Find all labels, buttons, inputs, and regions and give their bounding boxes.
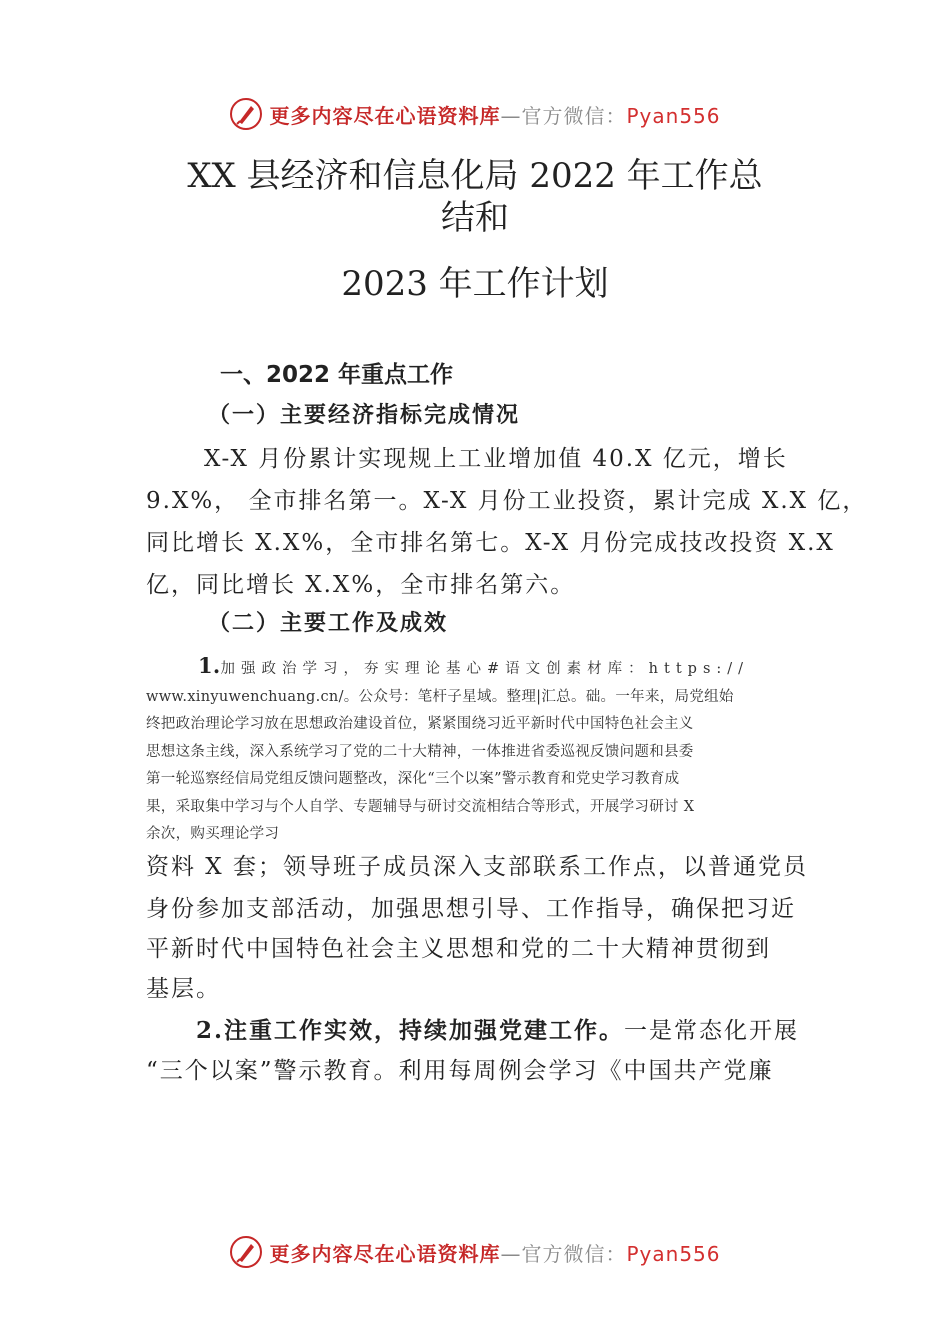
paragraph-line: 9.X%， 全市排名第一。X-X 月份工业投资，累计完成 X.X 亿， [146, 488, 868, 514]
item1-small-line: 终把政治理论学习放在思想政治建设首位，紧紧围绕习近平新时代中国特色社会主义 [146, 716, 694, 732]
watermark-brand: 更多内容尽在心语资料库 [269, 1241, 501, 1266]
item2-rest: 一是常态化开展 [624, 1018, 800, 1044]
item2-lead: 2.注重工作实效，持续加强党建工作。 [196, 1017, 625, 1044]
watermark-wechat-id: Pyan556 [626, 103, 721, 128]
item1-small-line: www.xinyuwenchuang.cn/。公众号：笔杆子星域。整理|汇总。础。一年来，局党组始 [146, 688, 734, 705]
section-heading: 一、2022 年重点工作 [220, 362, 454, 388]
paragraph-line: 同比增长 X.X%，全市排名第七。X-X 月份完成技改投资 X.X [146, 530, 835, 556]
watermark-label: 官方微信： [521, 103, 627, 128]
item2-line1 [196, 1012, 799, 1045]
watermark-brand: 更多内容尽在心语资料库 [269, 103, 501, 128]
item1-lead-line [146, 652, 816, 684]
watermark-wechat-id: Pyan556 [626, 1241, 721, 1266]
watermark-separator: — [500, 103, 522, 128]
subsection-heading-1: （一）主要经济指标完成情况 [208, 402, 521, 428]
item1-small-line: 余次，购买理论学习 [146, 826, 280, 842]
paragraph-line: 平新时代中国特色社会主义思想和党的二十大精神贯彻到 [146, 936, 771, 962]
pen-quill-logo-icon [229, 1235, 263, 1269]
paragraph-line: 亿，同比增长 X.X%，全市排名第六。 [146, 572, 576, 598]
watermark-bottom [0, 1232, 950, 1272]
watermark-top [0, 94, 950, 134]
item2-line2: “三个以案”警示教育。利用每周例会学习《中国共产党廉 [146, 1058, 774, 1084]
item1-small-line: 思想这条主线，深入系统学习了党的二十大精神，一体推进省委巡视反馈问题和县委 [146, 743, 694, 760]
paragraph-line: 身份参加支部活动，加强思想引导、工作指导，确保把习近 [146, 896, 796, 922]
document-title-line2: 结和 [441, 198, 509, 238]
item1-small-line: 果，采取集中学习与个人自学、专题辅导与研讨交流相结合等形式，开展学习研讨 X [146, 798, 695, 815]
item1-small-paragraph [146, 652, 816, 849]
watermark-separator: — [500, 1241, 522, 1266]
watermark-label: 官方微信： [521, 1241, 627, 1266]
item1-number: 1. [198, 653, 221, 678]
subsection-heading-2: （二）主要工作及成效 [208, 610, 449, 636]
pen-quill-logo-icon [229, 97, 263, 131]
paragraph-line: X-X 月份累计实现规上工业增加值 40.X 亿元，增长 [204, 446, 788, 472]
document-title-line3: 2023 年工作计划 [341, 264, 609, 304]
item1-small-line: 第一轮巡察经信局党组反馈问题整改，深化“三个以案”警示教育和党史学习教育成 [146, 771, 680, 787]
paragraph-line: 资料 X 套；领导班子成员深入支部联系工作点，以普通党员 [146, 854, 808, 880]
paragraph-line: 基层。 [146, 976, 221, 1002]
item1-lead: 加强政治学习，夯实理论基心#语文创素材库：https:// [220, 661, 750, 677]
document-title-line1: XX 县经济和信息化局 2022 年工作总 [187, 156, 763, 196]
